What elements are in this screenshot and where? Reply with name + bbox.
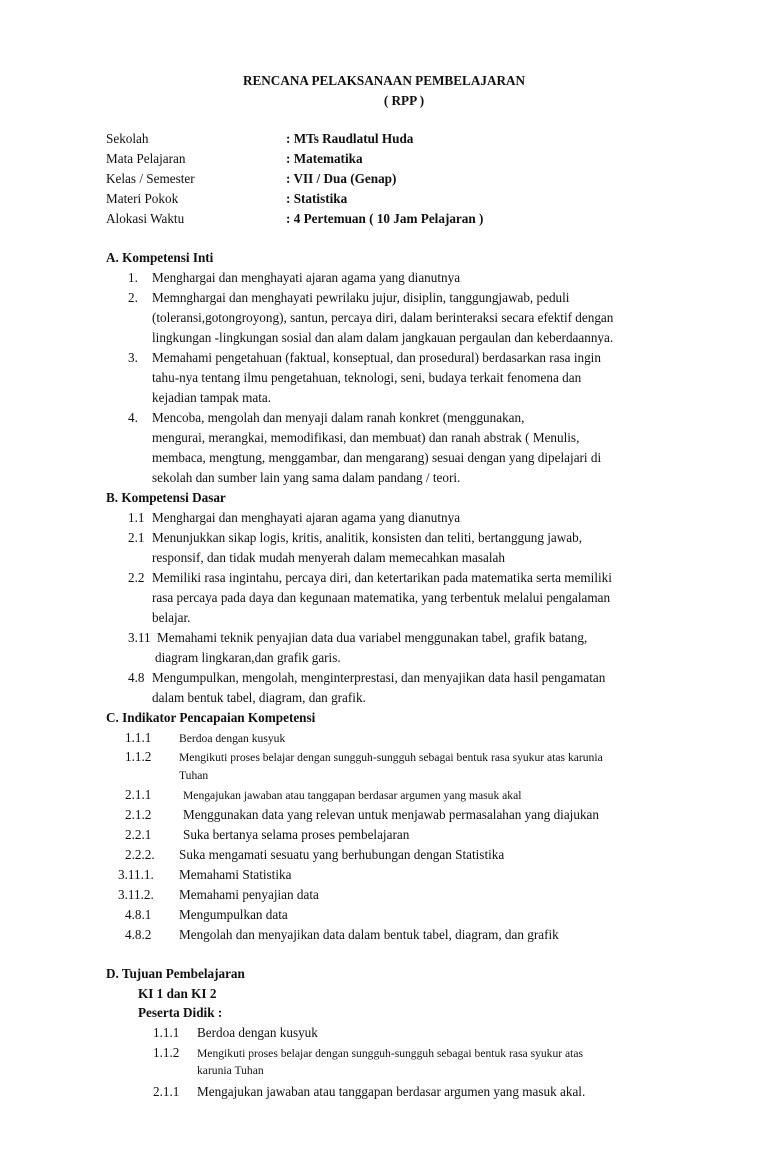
item-text: sekolah dan sumber lain yang sama dalam pandang / teori.	[152, 470, 461, 485]
identity-value-kelas-semester: : VII / Dua (Genap)	[286, 171, 397, 186]
item-number: 1.1	[128, 510, 145, 525]
goal-number: 1.1.2	[153, 1045, 180, 1060]
goal-number: 1.1.1	[153, 1025, 180, 1040]
indicator-text: Tuhan	[179, 769, 209, 782]
identity-label-materi-pokok: Materi Pokok	[106, 191, 179, 206]
item-text: responsif, dan tidak mudah menyerah dalam memecahkan masalah	[152, 550, 506, 565]
item-text: Mencoba, mengolah dan menyaji dalam ranah konkret (menggunakan,	[152, 410, 525, 425]
item-text: dalam bentuk tabel, diagram, dan grafik.	[152, 690, 366, 705]
item-number: 2.	[128, 290, 138, 305]
item-text: mengurai, merangkai, memodifikasi, dan membuat) dan ranah abstrak ( Menulis,	[152, 430, 580, 445]
goal-text: Berdoa dengan kusyuk	[197, 1025, 318, 1040]
goal-number: 2.1.1	[153, 1084, 180, 1099]
item-text: Menunjukkan sikap logis, kritis, analitik, konsisten dan teliti, bertanggung jawab,	[152, 530, 582, 545]
goal-text: Mengikuti proses belajar dengan sungguh-sungguh sebagai bentuk rasa syukur atas	[197, 1047, 584, 1060]
indicator-text: Menggunakan data yang relevan untuk menjawab permasalahan yang diajukan	[183, 807, 599, 822]
indicator-text: Memahami penyajian data	[179, 887, 319, 902]
indicator-number: 2.1.2	[125, 807, 152, 822]
item-number: 3.	[128, 350, 138, 365]
ki-subheading: KI 1 dan KI 2	[138, 986, 217, 1001]
indicator-text: Berdoa dengan kusyuk	[179, 732, 286, 745]
item-text: Mengumpulkan, mengolah, menginterprestasi, dan menyajikan data hasil pengamatan	[152, 670, 606, 685]
item-text: Menghargai dan menghayati ajaran agama yang dianutnya	[152, 510, 461, 525]
document-title: RENCANA PELAKSANAAN PEMBELAJARAN	[242, 73, 526, 88]
section-b-heading: B. Kompetensi Dasar	[106, 490, 226, 505]
indicator-text: Mengikuti proses belajar dengan sungguh-sungguh sebagai bentuk rasa syukur atas karunia	[179, 751, 603, 764]
indicator-text: Suka mengamati sesuatu yang berhubungan dengan Statistika	[179, 847, 505, 862]
item-number: 2.1	[128, 530, 145, 545]
peserta-didik-label: Peserta Didik :	[138, 1005, 223, 1020]
item-text: Memahami teknik penyajian data dua variabel menggunakan tabel, grafik batang,	[157, 630, 588, 645]
section-c-heading: C. Indikator Pencapaian Kompetensi	[106, 710, 316, 725]
item-text: Menghargai dan menghayati ajaran agama yang dianutnya	[152, 270, 461, 285]
item-number: 2.2	[128, 570, 145, 585]
item-number: 3.11	[128, 630, 151, 645]
item-text: rasa percaya pada daya dan kegunaan matematika, yang terbentuk melalui pengalaman	[152, 590, 611, 605]
identity-value-mata-pelajaran: : Matematika	[286, 151, 363, 166]
item-number: 4.8	[128, 670, 145, 685]
item-text: diagram lingkaran,dan grafik garis.	[155, 650, 341, 665]
identity-value-materi-pokok: : Statistika	[286, 191, 348, 206]
identity-label-alokasi-waktu: Alokasi Waktu	[106, 211, 185, 226]
document-subtitle: ( RPP )	[383, 93, 425, 108]
indicator-number: 4.8.1	[125, 907, 152, 922]
indicator-number: 4.8.2	[125, 927, 152, 942]
item-text: kejadian tampak mata.	[152, 390, 272, 405]
item-text: tahu-nya tentang ilmu pengetahuan, teknologi, seni, budaya terkait fenomena dan	[152, 370, 582, 385]
indicator-text: Mengolah dan menyajikan data dalam bentuk tabel, diagram, dan grafik	[179, 927, 559, 942]
section-a-heading: A. Kompetensi Inti	[106, 250, 214, 265]
item-text: Memiliki rasa ingintahu, percaya diri, dan ketertarikan pada matematika serta memiliki	[152, 570, 612, 585]
item-text: belajar.	[152, 610, 191, 625]
identity-label-sekolah: Sekolah	[106, 131, 149, 146]
indicator-number: 1.1.1	[125, 730, 152, 745]
indicator-number: 2.2.1	[125, 827, 152, 842]
indicator-number: 2.1.1	[125, 787, 152, 802]
item-text: membaca, mengtung, menggambar, dan mengarang) sesuai dengan yang dipelajari di	[152, 450, 602, 465]
goal-text: karunia Tuhan	[197, 1064, 264, 1077]
indicator-text: Mengumpulkan data	[179, 907, 288, 922]
identity-label-kelas-semester: Kelas / Semester	[106, 171, 195, 186]
goal-text: Mengajukan jawaban atau tanggapan berdasar argumen yang masuk akal.	[197, 1084, 586, 1099]
item-number: 4.	[128, 410, 138, 425]
indicator-text: Suka bertanya selama proses pembelajaran	[183, 827, 410, 842]
item-text: Memnghargai dan menghayati pewrilaku jujur, disiplin, tanggungjawab, peduli	[152, 290, 570, 305]
identity-value-sekolah: : MTs Raudlatul Huda	[286, 131, 414, 146]
identity-label-mata-pelajaran: Mata Pelajaran	[106, 151, 186, 166]
indicator-text: Memahami Statistika	[179, 867, 292, 882]
indicator-number: 1.1.2	[125, 749, 152, 764]
item-text: (toleransi,gotongroyong), santun, percaya diri, dalam berinteraksi secara efektif dengan	[152, 310, 614, 325]
indicator-number: 2.2.2.	[125, 847, 155, 862]
item-text: lingkungan -lingkungan sosial dan alam dalam jangkauan pergaulan dan keberdaannya.	[152, 330, 614, 345]
item-text: Memahami pengetahuan (faktual, konseptual, dan prosedural) berdasarkan rasa ingin	[152, 350, 601, 365]
section-d-heading: D. Tujuan Pembelajaran	[106, 966, 245, 981]
indicator-number: 3.11.1.	[118, 867, 154, 882]
indicator-text: Mengajukan jawaban atau tanggapan berdasar argumen yang masuk akal	[183, 789, 522, 802]
indicator-number: 3.11.2.	[118, 887, 154, 902]
identity-value-alokasi-waktu: : 4 Pertemuan ( 10 Jam Pelajaran )	[286, 211, 484, 226]
item-number: 1.	[128, 270, 138, 285]
